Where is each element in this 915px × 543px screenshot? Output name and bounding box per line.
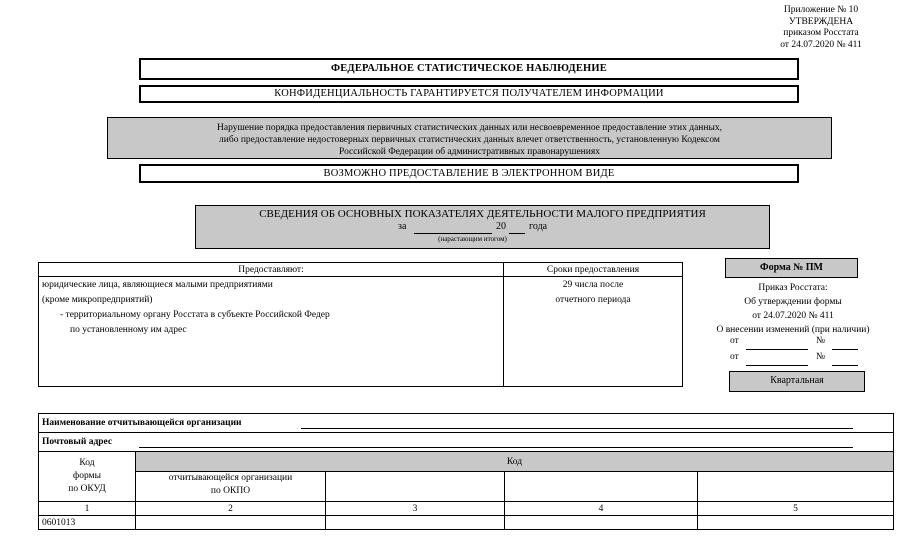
approval-line-4: от 24.07.2020 № 411 (780, 39, 862, 50)
period-field[interactable] (414, 233, 492, 234)
code-value-5[interactable] (698, 516, 894, 530)
col-number-4: 4 (505, 502, 698, 516)
submitters-line-1: юридические лица, являющиеся малыми предприятиями (42, 280, 273, 290)
approval-line-1: Приложение № 10 (783, 5, 859, 15)
report-title: СВЕДЕНИЯ ОБ ОСНОВНЫХ ПОКАЗАТЕЛЯХ ДЕЯТЕЛЬНОСТИ МАЛОГО ПРЕДПРИЯТИЯ (259, 208, 706, 220)
code-header-3 (326, 472, 505, 502)
federal-observation-header: ФЕДЕРАЛЬНОЕ СТАТИСТИЧЕСКОЕ НАБЛЮДЕНИЕ (139, 58, 799, 80)
change-number-label-2: № (816, 352, 826, 362)
org-name-label: Наименование отчитывающейся организации (42, 418, 242, 428)
deadline-line-1: 29 числа после (562, 280, 624, 290)
org-name-row (39, 414, 894, 433)
order-line-4: О внесении изменений (при наличии) (716, 325, 870, 335)
postal-address-label: Почтовый адрес (42, 437, 113, 447)
report-title-block (195, 205, 770, 249)
confidentiality-header: КОНФИДЕНЦИАЛЬНОСТЬ ГАРАНТИРУЕТСЯ ПОЛУЧАТЕЛЕМ ИНФОРМАЦИИ (139, 85, 799, 103)
org-name-field[interactable] (301, 428, 853, 429)
order-line-1: Приказ Росстата: (758, 283, 828, 293)
warning-line-1: Нарушение порядка предоставления первичных статистических данных или несвоевременное предоставление этих данных, (217, 123, 722, 133)
col-number-1: 1 (39, 502, 136, 516)
period-prefix: за (398, 221, 407, 232)
organization-codes-table (38, 413, 894, 530)
cumulative-note: (нарастающим итогом) (438, 235, 507, 243)
postal-address-row (39, 433, 894, 452)
year-field[interactable] (509, 233, 525, 234)
change-number-field-1[interactable] (832, 349, 858, 350)
code-value-4[interactable] (505, 516, 698, 530)
change-number-label-1: № (816, 336, 826, 346)
electronic-submission-header: ВОЗМОЖНО ПРЕДОСТАВЛЕНИЕ В ЭЛЕКТРОННОМ ВИДЕ (139, 164, 799, 183)
submitters-cell (39, 277, 504, 387)
col-number-5: 5 (698, 502, 894, 516)
submitters-line-2: (кроме микропредприятий) (42, 295, 153, 305)
code-header-4 (505, 472, 698, 502)
submission-table (38, 262, 683, 387)
postal-address-field[interactable] (139, 447, 853, 448)
submitters-header: Предоставляют: (39, 263, 504, 277)
deadline-cell (504, 277, 683, 387)
order-info (688, 281, 898, 337)
year-suffix: года (529, 221, 548, 232)
period-row (196, 221, 769, 235)
submitters-line-4: по установленному им адрес (70, 325, 187, 335)
okud-code-value: 0601013 (39, 516, 136, 530)
approval-stamp (761, 5, 881, 51)
change-from-label-1: от (730, 336, 739, 346)
order-line-3: от 24.07.2020 № 411 (752, 311, 834, 321)
okpo-code-value[interactable] (136, 516, 326, 530)
warning-line-2: либо предоставление недостоверных первичных статистических данных влечет ответственность, установленную Кодексом (219, 135, 720, 145)
col-number-2: 2 (136, 502, 326, 516)
okpo-header: отчитывающейся организации по ОКПО (136, 472, 326, 502)
kod-header: Код (136, 452, 894, 472)
change-from-label-2: от (730, 352, 739, 362)
deadline-header: Сроки предоставления (504, 263, 683, 277)
liability-warning (107, 117, 832, 159)
periodicity-box: Квартальная (729, 371, 865, 392)
approval-line-3: приказом Росстата (783, 28, 859, 38)
change-number-field-2[interactable] (832, 365, 858, 366)
order-line-2: Об утверждении формы (744, 297, 842, 307)
form-number-box: Форма № ПМ (725, 258, 858, 278)
change-date-field-1[interactable] (746, 349, 808, 350)
okud-header: Код формы по ОКУД (39, 452, 136, 502)
warning-line-3: Российской Федерации об административных правонарушениях (339, 147, 600, 157)
approval-line-2: УТВЕРЖДЕНА (788, 16, 854, 27)
change-date-field-2[interactable] (746, 365, 808, 366)
code-header-5 (698, 472, 894, 502)
year-prefix: 20 (496, 221, 506, 232)
deadline-line-2: отчетного периода (555, 295, 631, 305)
code-value-3[interactable] (326, 516, 505, 530)
submitters-line-3: - территориальному органу Росстата в субъекте Российской Федер (60, 310, 330, 320)
col-number-3: 3 (326, 502, 505, 516)
